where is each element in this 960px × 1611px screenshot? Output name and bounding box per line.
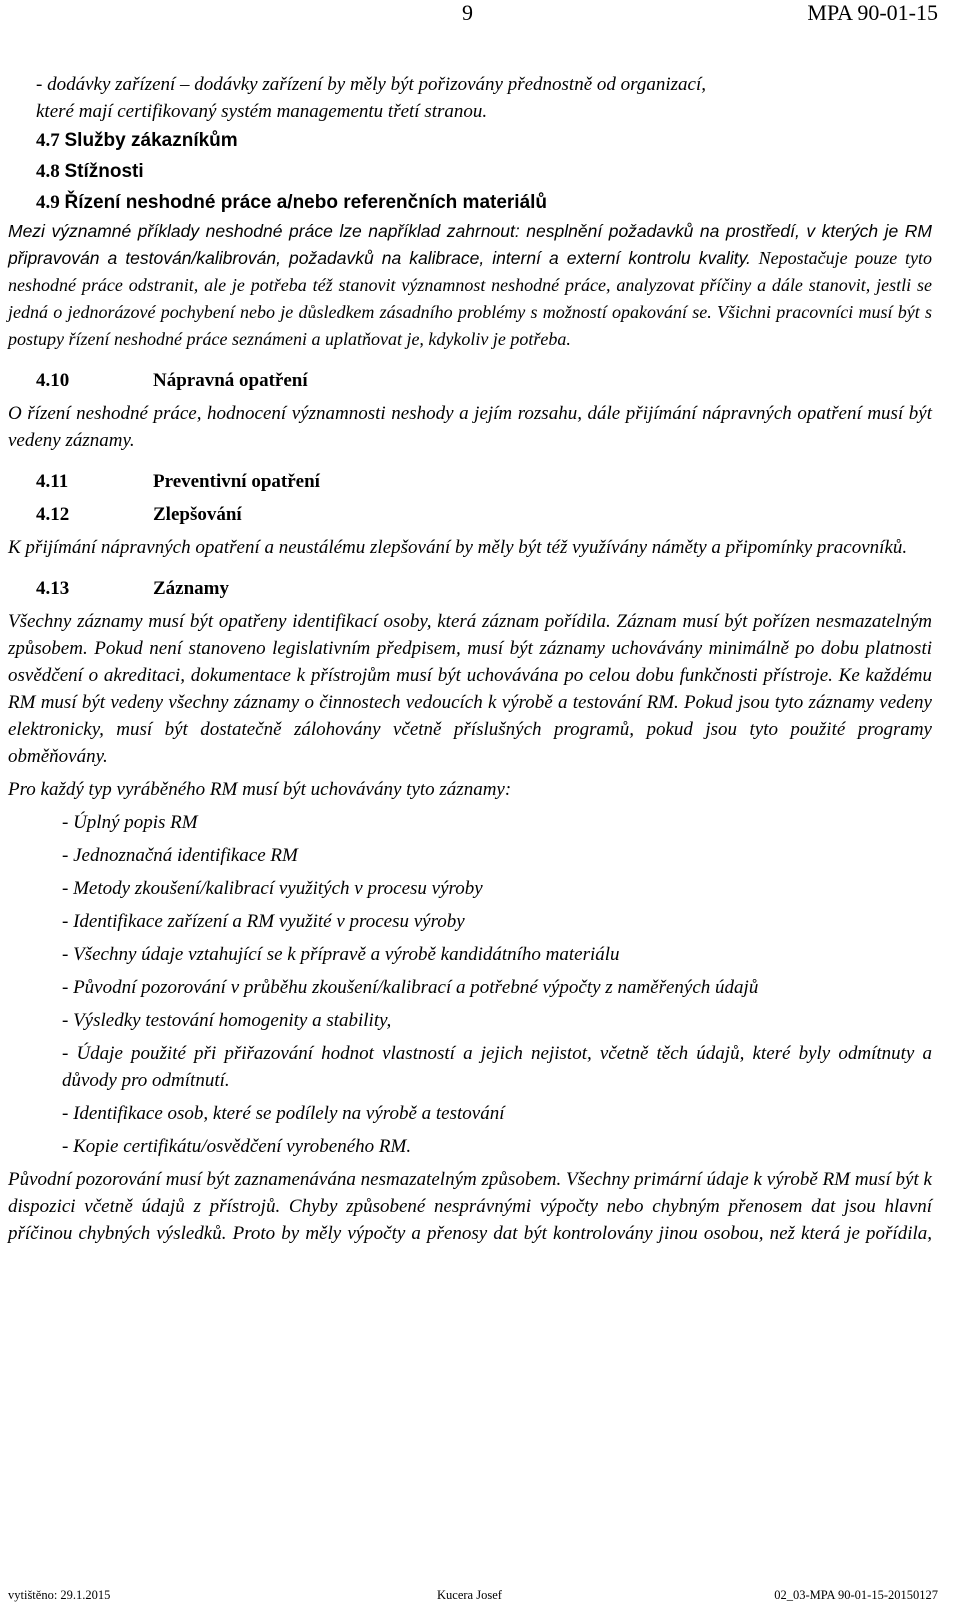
list-item: - Údaje použité při přiřazování hodnot vlastností a jejich nejistot, včetně těch údajů, které byly odmítnuty a důvody pro odmítnutí. xyxy=(62,1043,932,1091)
section-4-13-paragraph: Všechny záznamy musí být opatřeny identifikací osoby, která záznam pořídila. Záznam musí být pořízen nesmazatelným způsobem. Pokud není stanoveno legislativním předpisem, musí být záznamy uchovávány minimálně po dobu platnosti osvědčení o akreditaci, dokumentace k přístrojům musí být uchovávána po celou dobu funkčnosti přístroje. Ke každému RM musí být vedeny všechny záznamy o činnostech vedoucích k výrobě a testování RM. Pokud jsou tyto záznamy vedeny elektronicky, musí být dostatečně zálohovány včetně příslušných programů, pokud jsou tyto použité programy obměňovány. xyxy=(8,611,932,767)
paragraph-text-sans: Mezi významné příklady neshodné práce lze například zahrnout: nesplnění požadavků na prostředí, v kterých je RM připravován a testován/kalibrován, požadavků na kalibrace, interní a externí kontrolu kvality. xyxy=(8,221,932,268)
section-title: Služby zákazníkům xyxy=(64,130,238,151)
list-item: - Původní pozorování v průběhu zkoušení/kalibrací a potřebné výpočty z naměřených údajů xyxy=(62,977,759,998)
section-title: Nápravná opatření xyxy=(153,370,308,391)
paragraph-text-serif: Nepostačuje pouze tyto neshodné práce odstranit, ale je potřeba též stanovit významnost neshodné práce, analyzovat příčiny a dále stanovit, jestli se jedná o jednorázové pochybení nebo je důsledkem zásadního problémy s možností opakování se. Všichni pracovníci musí být s postupy řízení neshodné práce seznámeni a uplatňovat je, kdykoliv je potřeba. xyxy=(8,248,933,349)
document-id: MPA 90-01-15 xyxy=(807,0,938,25)
list-item: - Výsledky testování homogenity a stability, xyxy=(62,1010,392,1031)
list-item: - Jednoznačná identifikace RM xyxy=(62,845,298,866)
list-item: - Identifikace osob, které se podílely na výrobě a testování xyxy=(62,1103,505,1124)
author-name: Kucera Josef xyxy=(437,1588,502,1602)
file-name: 02_03-MPA 90-01-15-20150127 xyxy=(774,1588,938,1602)
section-number: 4.8 xyxy=(36,161,60,182)
records-list-intro: Pro každý typ vyráběného RM musí být uchovávány tyto záznamy: xyxy=(8,779,512,800)
section-title: Preventivní opatření xyxy=(153,471,320,492)
final-paragraph: Původní pozorování musí být zaznamenávána nesmazatelným způsobem. Všechny primární údaje k výrobě RM musí být k dispozici včetně údajů z přístrojů. Chyby způsobené nesprávnými výpočty nebo chybným přenosem dat jsou hlavní příčinou chybných výsledků. Proto by měly výpočty a přenosy dat být kontrolovány jinou osobou, než která je pořídila, xyxy=(8,1169,932,1244)
section-heading-4-11 xyxy=(36,468,932,495)
intro-line-1: - dodávky zařízení – dodávky zařízení by měly být pořizovány přednostně od organizací, xyxy=(36,74,706,95)
section-number: 4.9 xyxy=(36,192,60,213)
section-heading-4-8 xyxy=(36,156,932,187)
section-heading-4-10 xyxy=(36,367,932,394)
section-heading-4-13 xyxy=(36,575,932,602)
page-number: 9 xyxy=(462,0,473,25)
section-title: Stížnosti xyxy=(64,161,144,182)
section-number: 4.10 xyxy=(36,370,70,391)
page-header xyxy=(0,0,960,34)
section-heading-4-12 xyxy=(36,501,932,528)
section-4-9-paragraph xyxy=(8,218,932,353)
section-4-12-paragraph: K přijímání nápravných opatření a neustálému zlepšování by měly být též využívány náměty a připomínky pracovníků. xyxy=(8,537,908,558)
list-item: - Metody zkoušení/kalibrací využitých v procesu výroby xyxy=(62,878,483,899)
records-list xyxy=(8,809,932,1166)
section-4-10-paragraph: O řízení neshodné práce, hodnocení významnosti neshody a jejím rozsahu, dále přijímání nápravných opatření musí být vedeny záznamy. xyxy=(8,403,932,451)
list-item: - Úplný popis RM xyxy=(62,812,198,833)
section-title: Řízení neshodné práce a/nebo referenčních materiálů xyxy=(64,192,548,213)
section-heading-4-9 xyxy=(36,187,932,218)
list-item: - Všechny údaje vztahující se k přípravě a výrobě kandidátního materiálu xyxy=(62,944,620,965)
list-item: - Kopie certifikátu/osvědčení vyrobeného RM. xyxy=(62,1136,412,1157)
document-body xyxy=(8,71,932,1247)
section-number: 4.12 xyxy=(36,504,70,525)
section-number: 4.7 xyxy=(36,130,60,151)
intro-line-2: které mají certifikovaný systém managementu třetí stranou. xyxy=(36,101,488,122)
section-number: 4.11 xyxy=(36,471,69,492)
section-title: Záznamy xyxy=(153,578,229,599)
page-footer xyxy=(0,1588,960,1610)
section-number: 4.13 xyxy=(36,578,70,599)
print-date: vytištěno: 29.1.2015 xyxy=(8,1588,111,1602)
list-item: - Identifikace zařízení a RM využité v procesu výroby xyxy=(62,911,465,932)
section-title: Zlepšování xyxy=(153,504,242,525)
section-heading-4-7 xyxy=(36,125,932,156)
